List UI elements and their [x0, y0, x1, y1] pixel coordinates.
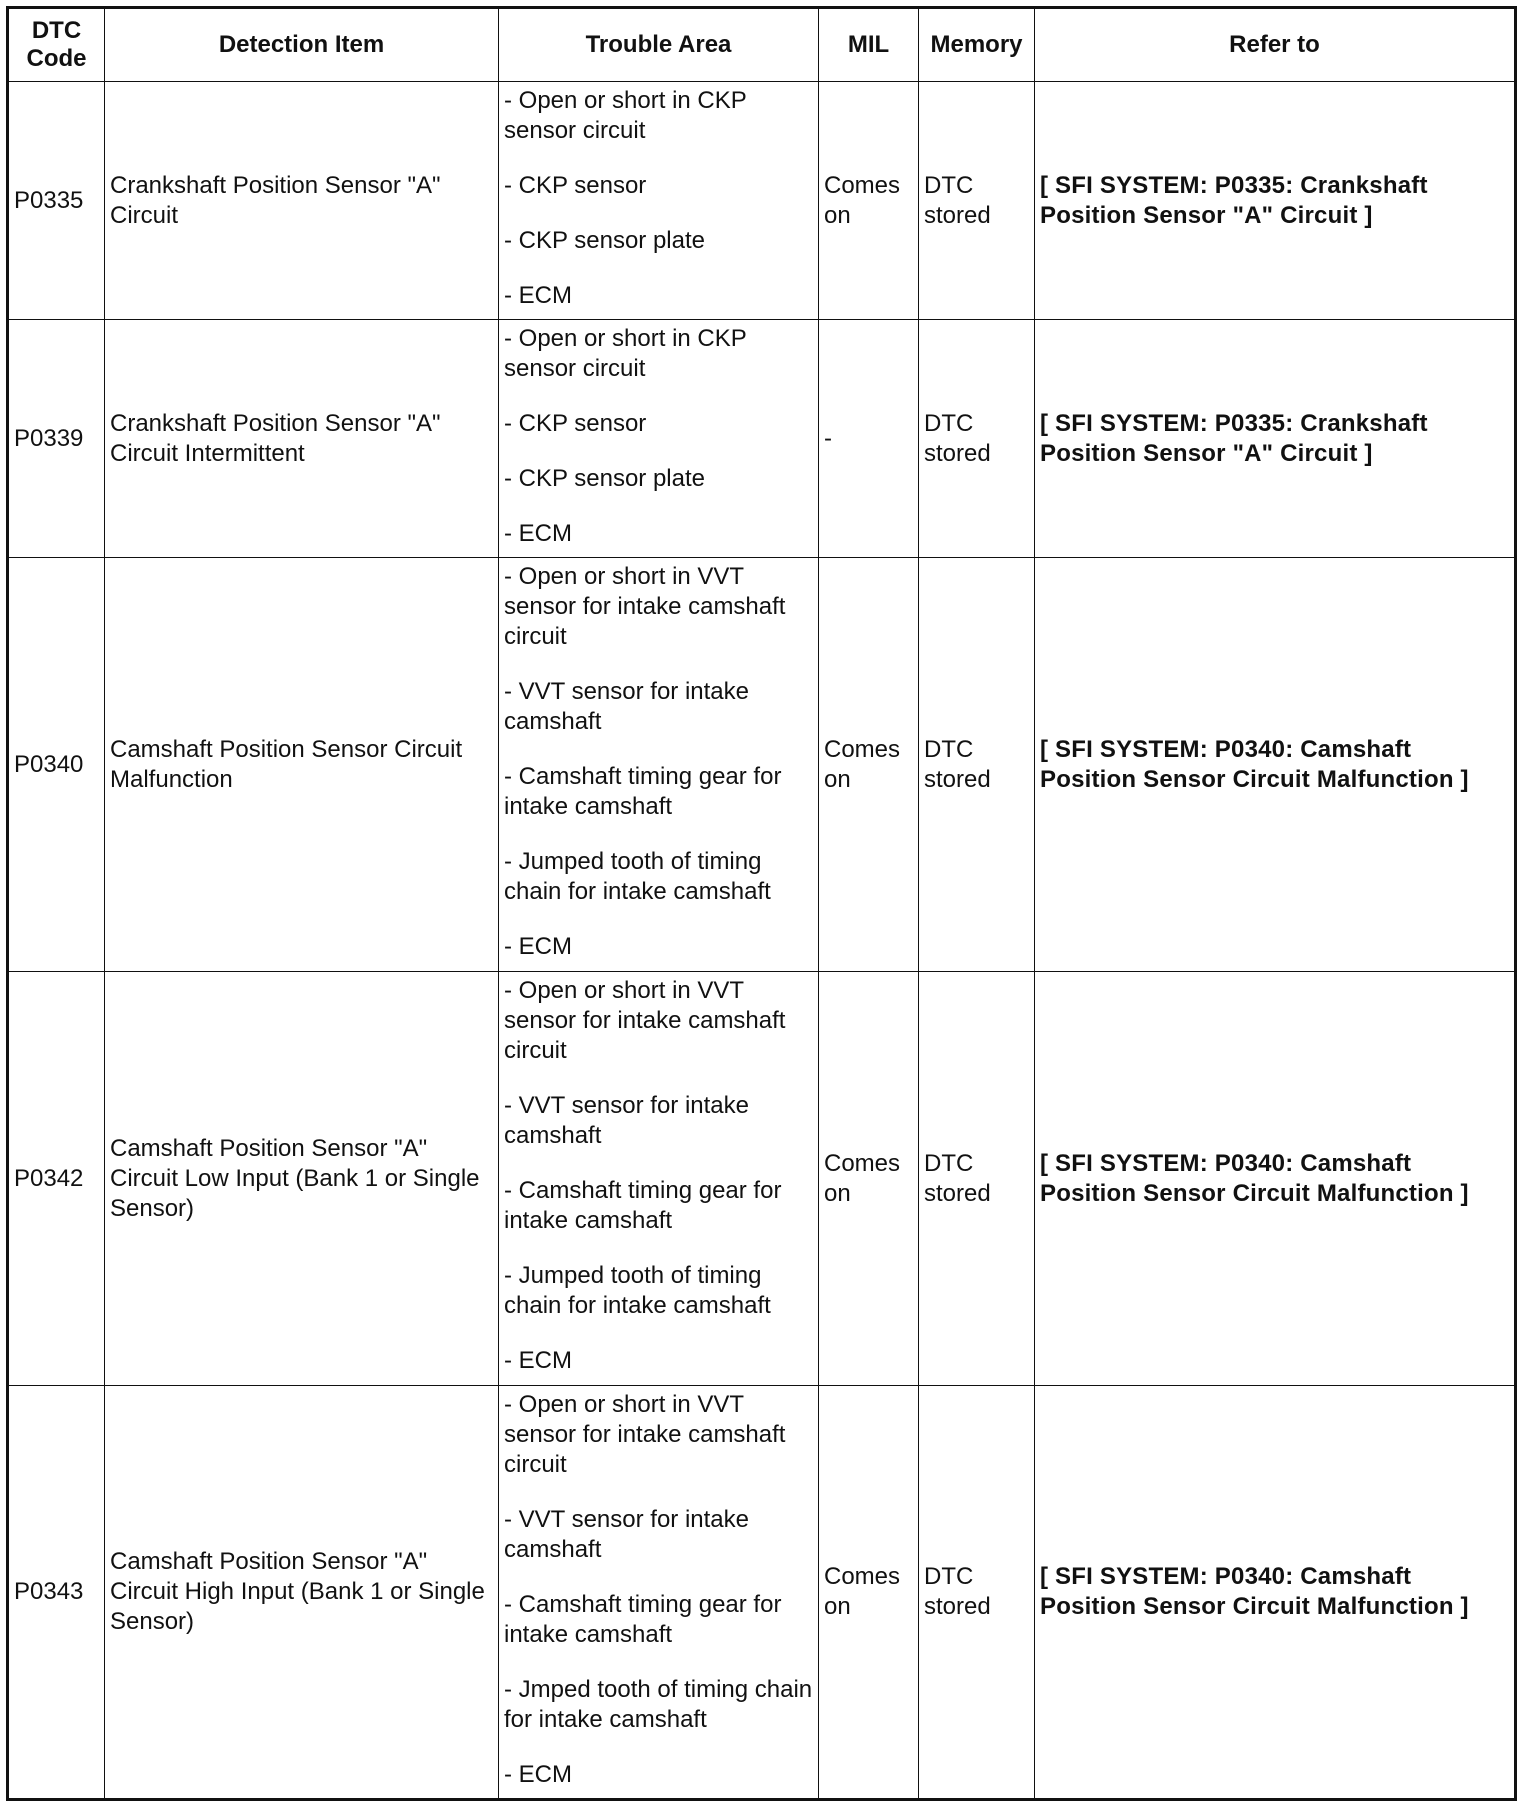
trouble-area-item: - CKP sensor — [504, 172, 647, 199]
trouble-area-item: - CKP sensor — [504, 410, 647, 437]
trouble-area-item: - Open or short in VVT sensor for intake camshaft circuit — [504, 977, 786, 1064]
refer-to-link[interactable]: [ SFI SYSTEM: P0340: Camshaft Position Sensor Circuit Malfunction ] — [1035, 558, 1516, 972]
trouble-area-cell — [499, 558, 819, 972]
header-dtc-code-line2: Code — [26, 45, 87, 72]
mil-cell: Comes on — [819, 82, 919, 320]
header-dtc-code-line1: DTC — [31, 17, 82, 44]
trouble-area-item: - Jumped tooth of timing chain for intake camshaft — [504, 1262, 771, 1319]
mil-cell: Comes on — [819, 972, 919, 1386]
dtc-code-cell: P0342 — [8, 972, 105, 1386]
trouble-area-item: - ECM — [504, 1761, 572, 1788]
header-trouble-area: Trouble Area — [499, 8, 819, 82]
memory-cell: DTC stored — [919, 320, 1035, 558]
trouble-area-item: - VVT sensor for intake camshaft — [504, 678, 749, 735]
trouble-area-cell — [499, 320, 819, 558]
detection-item-cell: Camshaft Position Sensor "A" Circuit High Input (Bank 1 or Single Sensor) — [105, 1386, 499, 1800]
detection-item-cell: Crankshaft Position Sensor "A" Circuit Intermittent — [105, 320, 499, 558]
memory-cell: DTC stored — [919, 558, 1035, 972]
header-detection-item: Detection Item — [105, 8, 499, 82]
dtc-code-cell: P0339 — [8, 320, 105, 558]
mil-cell: - — [819, 320, 919, 558]
memory-cell: DTC stored — [919, 1386, 1035, 1800]
trouble-area-cell — [499, 1386, 819, 1800]
trouble-area-item: - ECM — [504, 282, 572, 309]
trouble-area-list — [504, 1390, 813, 1790]
trouble-area-item: - Camshaft timing gear for intake camshaft — [504, 1177, 782, 1234]
header-memory: Memory — [919, 8, 1035, 82]
table-row — [8, 82, 1516, 320]
trouble-area-item: - Camshaft timing gear for intake camshaft — [504, 763, 782, 820]
dtc-code-cell: P0343 — [8, 1386, 105, 1800]
trouble-area-item: - Camshaft timing gear for intake camshaft — [504, 1591, 782, 1648]
trouble-area-item: - VVT sensor for intake camshaft — [504, 1092, 749, 1149]
table-header-row — [8, 8, 1516, 82]
trouble-area-item: - VVT sensor for intake camshaft — [504, 1506, 749, 1563]
memory-cell: DTC stored — [919, 972, 1035, 1386]
trouble-area-item: - CKP sensor plate — [504, 465, 705, 492]
dtc-code-cell: P0340 — [8, 558, 105, 972]
trouble-area-item: - Open or short in VVT sensor for intake camshaft circuit — [504, 1391, 786, 1478]
table-row — [8, 1386, 1516, 1800]
trouble-area-list — [504, 562, 813, 962]
trouble-area-item: - Open or short in CKP sensor circuit — [504, 325, 747, 382]
trouble-area-item: - ECM — [504, 933, 572, 960]
refer-to-link[interactable]: [ SFI SYSTEM: P0340: Camshaft Position Sensor Circuit Malfunction ] — [1035, 1386, 1516, 1800]
trouble-area-list — [504, 86, 813, 311]
trouble-area-list — [504, 976, 813, 1376]
mil-cell: Comes on — [819, 558, 919, 972]
trouble-area-item: - Open or short in CKP sensor circuit — [504, 87, 747, 144]
table-row — [8, 320, 1516, 558]
trouble-area-cell — [499, 82, 819, 320]
dtc-code-cell: P0335 — [8, 82, 105, 320]
trouble-area-item: - Open or short in VVT sensor for intake camshaft circuit — [504, 563, 786, 650]
refer-to-link[interactable]: [ SFI SYSTEM: P0335: Crankshaft Position Sensor "A" Circuit ] — [1035, 82, 1516, 320]
dtc-table — [6, 6, 1517, 1801]
table-row — [8, 558, 1516, 972]
mil-cell: Comes on — [819, 1386, 919, 1800]
refer-to-link[interactable]: [ SFI SYSTEM: P0340: Camshaft Position Sensor Circuit Malfunction ] — [1035, 972, 1516, 1386]
trouble-area-item: - Jmped tooth of timing chain for intake camshaft — [504, 1676, 813, 1733]
trouble-area-item: - ECM — [504, 1347, 572, 1374]
trouble-area-item: - CKP sensor plate — [504, 227, 705, 254]
trouble-area-item: - Jumped tooth of timing chain for intake camshaft — [504, 848, 771, 905]
header-refer-to: Refer to — [1035, 8, 1516, 82]
header-mil: MIL — [819, 8, 919, 82]
trouble-area-cell — [499, 972, 819, 1386]
detection-item-cell: Camshaft Position Sensor Circuit Malfunction — [105, 558, 499, 972]
trouble-area-list — [504, 324, 813, 549]
header-dtc-code — [8, 8, 105, 82]
refer-to-link[interactable]: [ SFI SYSTEM: P0335: Crankshaft Position Sensor "A" Circuit ] — [1035, 320, 1516, 558]
trouble-area-item: - ECM — [504, 520, 572, 547]
detection-item-cell: Camshaft Position Sensor "A" Circuit Low Input (Bank 1 or Single Sensor) — [105, 972, 499, 1386]
detection-item-cell: Crankshaft Position Sensor "A" Circuit — [105, 82, 499, 320]
table-row — [8, 972, 1516, 1386]
memory-cell: DTC stored — [919, 82, 1035, 320]
